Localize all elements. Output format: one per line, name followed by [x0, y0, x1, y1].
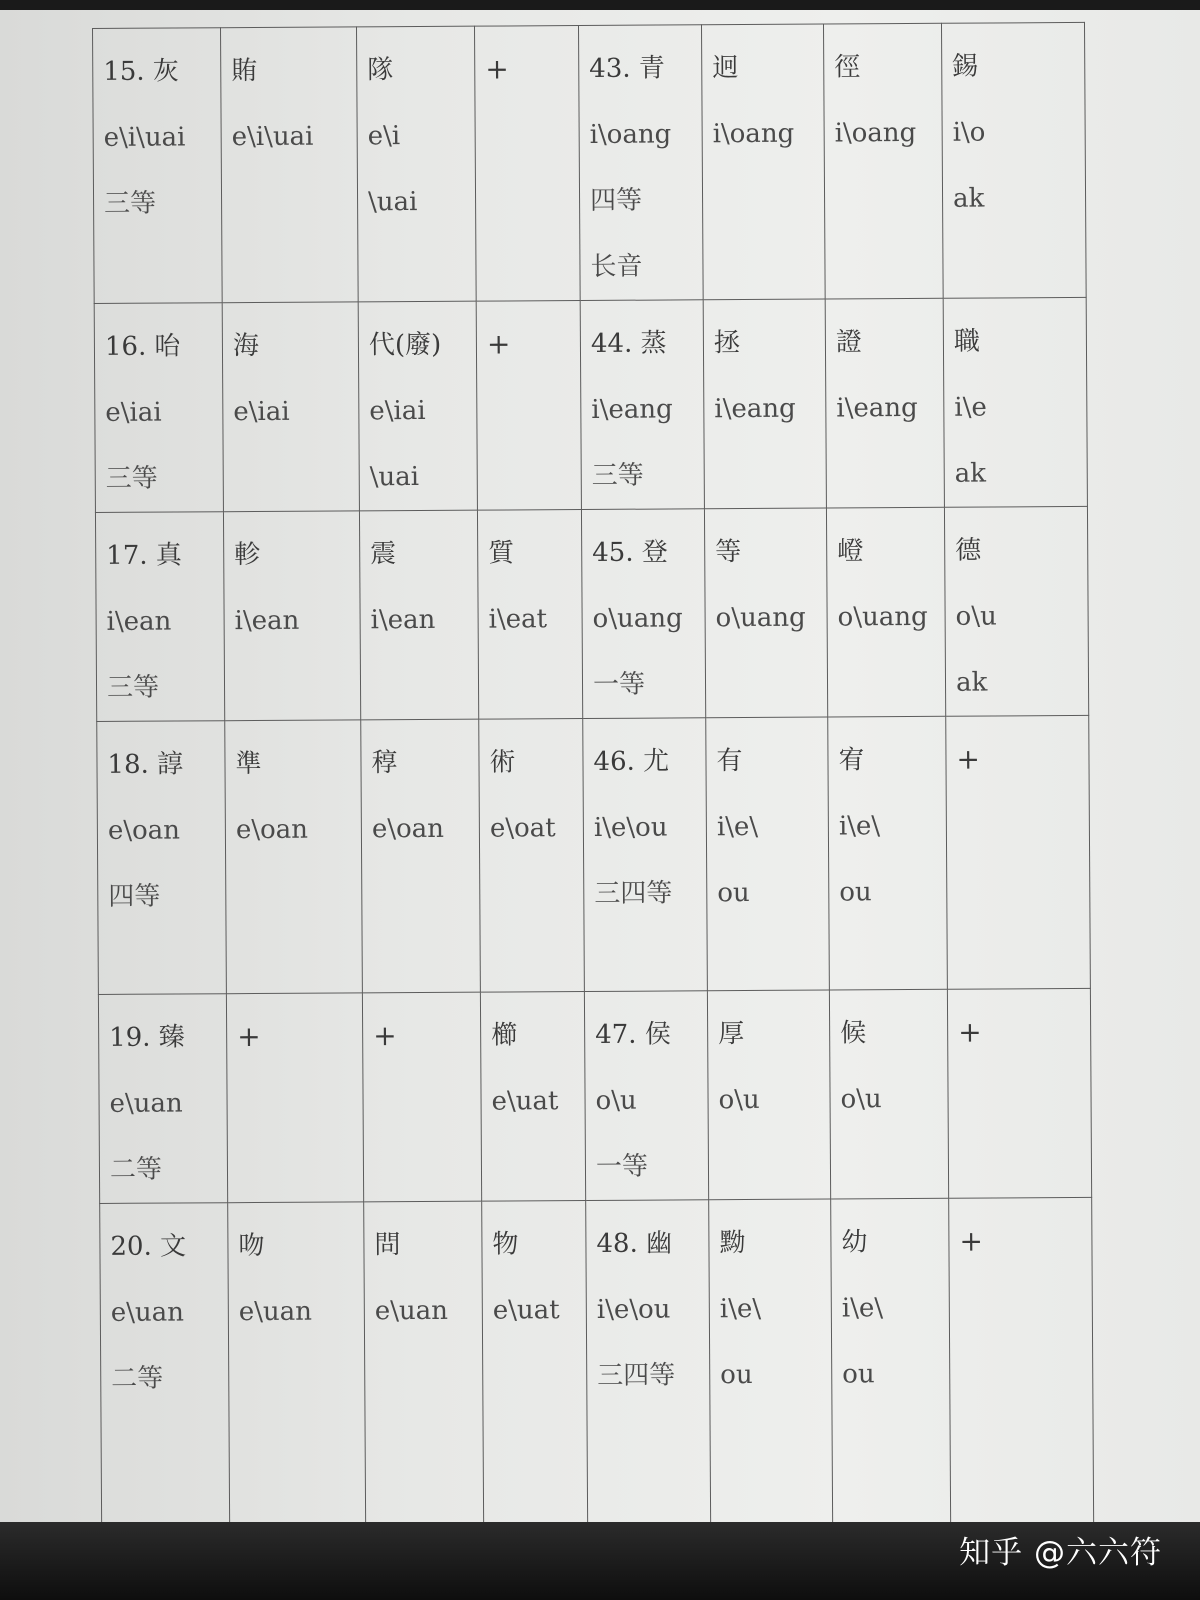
table-cell	[221, 27, 359, 303]
cell-heading: 軫	[234, 539, 261, 571]
table-cell	[584, 991, 708, 1201]
cell-line: e\uat	[491, 1086, 559, 1117]
table-cell	[947, 988, 1091, 1198]
table-cell	[583, 718, 708, 992]
document-page	[0, 10, 1200, 1522]
cell-heading: 錫	[952, 51, 979, 82]
table-cell	[578, 25, 703, 301]
table-cell	[823, 23, 943, 299]
cell-heading: 稕	[371, 748, 398, 779]
cell-line: e\iai	[233, 396, 290, 428]
table-cell	[359, 510, 478, 720]
cell-heading: 物	[492, 1229, 519, 1260]
table-cell	[480, 992, 585, 1202]
cell-line: i\eang	[591, 394, 673, 425]
cell-line: o\u	[718, 1084, 760, 1116]
cell-heading: 15. 灰	[103, 56, 179, 87]
cell-heading: +	[237, 1019, 261, 1054]
rhyme-table	[92, 22, 1094, 1543]
table-cell	[225, 720, 363, 994]
table-cell	[482, 1201, 588, 1541]
table-cell	[941, 22, 1086, 298]
cell-heading: 有	[716, 746, 743, 777]
cell-line: \uai	[369, 462, 420, 493]
table-cell	[580, 300, 704, 510]
cell-heading: 19. 臻	[109, 1022, 185, 1053]
cell-heading: +	[959, 1224, 983, 1258]
table-cell	[831, 1198, 951, 1538]
table-cell	[707, 990, 830, 1200]
cell-heading: 43. 青	[589, 53, 665, 84]
table-cell	[98, 994, 227, 1204]
cell-line: 三等	[103, 188, 157, 219]
cell-line: ou	[839, 877, 872, 908]
cell-heading: 代(廢)	[368, 329, 442, 361]
table-cell	[95, 512, 224, 722]
cell-heading: 黝	[719, 1228, 746, 1259]
cell-line: \uai	[367, 187, 418, 218]
table-cell	[364, 1201, 484, 1541]
cell-heading: 海	[232, 330, 260, 362]
cell-line: 二等	[111, 1363, 164, 1394]
cell-heading: 職	[953, 326, 981, 357]
table-cell	[944, 506, 1088, 716]
cell-line: i\oang	[712, 118, 795, 150]
cell-line: o\u	[595, 1085, 637, 1116]
cell-heading: 迥	[712, 53, 739, 84]
table-row	[95, 506, 1088, 721]
table-cell	[703, 299, 826, 509]
cell-line: e\iai	[105, 397, 162, 428]
table-cell	[701, 24, 825, 300]
table-cell	[477, 510, 582, 720]
cell-line: e\oat	[489, 813, 556, 844]
cell-line: e\uat	[492, 1295, 560, 1326]
cell-heading: 17. 真	[106, 540, 182, 571]
table-cell	[356, 26, 476, 302]
cell-line: e\uan	[374, 1295, 449, 1327]
cell-heading: 18. 諄	[107, 749, 184, 780]
cell-line: e\iai	[369, 395, 426, 427]
cell-heading: 質	[488, 538, 515, 569]
cell-line: 四等	[108, 881, 161, 912]
cell-line: i\o	[952, 117, 986, 148]
table-cell	[97, 721, 227, 995]
cell-line: ou	[717, 877, 750, 909]
cell-line: e\i\uai	[103, 122, 186, 153]
table-cell	[361, 719, 481, 993]
cell-line: e\uan	[238, 1296, 313, 1328]
cell-heading: 嶝	[837, 536, 864, 567]
cell-line: o\uang	[715, 602, 806, 634]
cell-heading: 準	[235, 748, 262, 780]
cell-heading: 20. 文	[110, 1231, 187, 1262]
cell-heading: 證	[835, 327, 863, 358]
cell-line: i\oang	[589, 119, 672, 150]
cell-heading: 術	[489, 747, 516, 778]
cell-heading: 宥	[838, 745, 865, 776]
cell-heading: 45. 登	[592, 537, 668, 568]
cell-line: 三等	[591, 460, 644, 491]
cell-line: i\e\	[716, 811, 759, 843]
table-cell	[949, 1197, 1094, 1537]
cell-heading: 徑	[834, 52, 861, 83]
cell-line: i\ean	[106, 606, 172, 637]
table-cell	[825, 298, 944, 508]
cell-line: o\u	[955, 601, 997, 632]
table-cell	[222, 302, 359, 512]
cell-line: o\uang	[837, 601, 928, 633]
cell-line: e\uan	[109, 1088, 183, 1119]
table-cell	[704, 508, 827, 718]
cell-line: ak	[952, 183, 985, 214]
cell-heading: 48. 幽	[596, 1228, 673, 1259]
table-cell	[223, 511, 360, 721]
table-cell	[943, 297, 1087, 507]
cell-line: i\oang	[834, 117, 917, 149]
cell-line: i\e	[954, 392, 987, 423]
table-cell	[93, 28, 223, 304]
cell-line: i\e\	[838, 811, 881, 842]
table-row	[100, 1197, 1094, 1542]
table-cell	[226, 993, 363, 1203]
table-cell	[826, 507, 945, 717]
table-cell	[706, 717, 830, 991]
cell-line: e\oan	[371, 813, 445, 845]
cell-heading: 47. 侯	[595, 1019, 671, 1050]
table-row	[98, 988, 1091, 1203]
cell-heading: +	[485, 52, 509, 86]
cell-line: 三等	[105, 463, 158, 494]
cell-line: 二等	[109, 1154, 163, 1185]
cell-heading: 震	[370, 539, 397, 570]
table-row	[94, 297, 1087, 512]
cell-line: e\uan	[110, 1297, 185, 1328]
cell-heading: +	[486, 327, 511, 361]
cell-line: e\oan	[107, 815, 181, 846]
cell-line: i\ean	[234, 605, 300, 637]
cell-heading: 德	[955, 535, 982, 566]
cell-line: 一等	[592, 669, 646, 700]
cell-line: 长音	[590, 251, 643, 282]
cell-line: e\i	[367, 121, 401, 152]
table-cell	[946, 715, 1091, 989]
table-cell	[479, 719, 585, 993]
cell-heading: 16. 咍	[104, 331, 181, 362]
cell-line: i\e\ou	[593, 812, 668, 843]
cell-line: 四等	[589, 185, 643, 216]
cell-line: ou	[720, 1359, 753, 1391]
cell-line: ak	[955, 667, 988, 698]
table-cell	[100, 1203, 230, 1543]
cell-line: e\i\uai	[231, 121, 314, 153]
table-row	[93, 22, 1087, 303]
cell-heading: 等	[715, 537, 742, 568]
cell-line: i\e\ou	[596, 1294, 671, 1325]
table-cell	[829, 989, 948, 1199]
cell-line: i\ean	[370, 604, 436, 636]
table-cell	[586, 1200, 711, 1540]
table-cell	[709, 1199, 833, 1539]
cell-heading: 46. 尤	[593, 746, 670, 777]
cell-line: i\eang	[714, 393, 796, 425]
cell-line: 三四等	[594, 878, 673, 909]
cell-heading: 吻	[238, 1230, 265, 1262]
cell-heading: 拯	[713, 328, 741, 359]
table-cell	[358, 301, 477, 511]
table-row	[97, 715, 1091, 994]
cell-line: ak	[954, 458, 987, 489]
cell-heading: +	[373, 1019, 397, 1053]
table-cell	[228, 1202, 366, 1542]
cell-line: i\eat	[488, 604, 548, 635]
cell-line: 三四等	[597, 1360, 676, 1391]
cell-line: o\u	[840, 1084, 882, 1115]
cell-line: 三等	[106, 672, 160, 703]
cell-heading: 幼	[841, 1227, 868, 1258]
table-cell	[476, 301, 581, 511]
table-cell	[828, 716, 948, 990]
cell-heading: 候	[840, 1018, 867, 1049]
cell-heading: 隊	[367, 55, 394, 86]
cell-heading: +	[958, 1015, 982, 1049]
cell-line: o\uang	[592, 603, 683, 634]
cell-heading: 厚	[718, 1019, 745, 1050]
table-cell	[581, 509, 705, 719]
table-cell	[362, 992, 481, 1202]
watermark: 知乎 @六六符	[959, 1535, 1162, 1571]
cell-line: i\eang	[836, 392, 918, 424]
cell-heading: 44. 蒸	[590, 328, 667, 359]
cell-line: i\e\	[841, 1293, 884, 1324]
table-cell	[94, 303, 223, 513]
cell-line: i\e\	[719, 1293, 762, 1325]
cell-line: e\oan	[235, 814, 309, 846]
table-cell	[474, 26, 580, 302]
cell-heading: 賄	[231, 55, 258, 87]
cell-line: ou	[842, 1359, 875, 1390]
cell-heading: +	[956, 742, 981, 776]
cell-heading: 櫛	[491, 1020, 518, 1051]
cell-line: 一等	[595, 1151, 649, 1182]
cell-heading: 問	[374, 1230, 401, 1261]
